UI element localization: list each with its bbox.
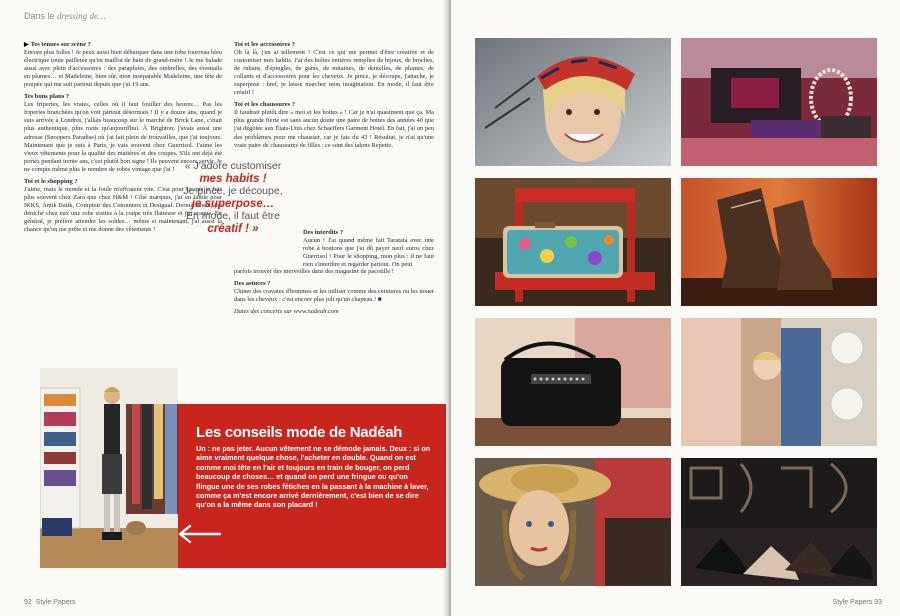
right-page (451, 0, 900, 616)
folio-left: 92 Style Papers (24, 599, 76, 606)
dressing-room-photo (40, 368, 178, 568)
article-column-4: parfois trouver des merveilles dans des magasins de pacotille ! Des astuces ? Chiner des cravates d'hommes et les utiliser comme des ceintures ou les nouer dans les cheveux : c'est encore plus joli qu'un chapeau ! ■ Dates des concerts sur www.nadeah.com (234, 268, 434, 316)
bag-photo (475, 318, 671, 446)
running-head: Dans le dressing de… (24, 11, 106, 21)
article-column-3 (303, 226, 434, 273)
tips-box-title: Les conseils mode de Nadéah (196, 424, 403, 441)
answer-stage: ▶ Tes tenues sur scène ? Encore plus folles ! Je peux aussi bien débarquer dans une robe fourreau bleu électrique toute pailletée qu'en maillot de bain de grand-mère ! Je me balade aussi avec plein d'accessoires : des parapluies, des ombrelles, des éventails en plumes… et Madeleine, bien sûr, mon inséparable Madeleine, une tête de poupée qui me suit partout depuis que j'ai 19 ans. (24, 41, 222, 89)
portrait-photo (475, 38, 671, 166)
jewelry-photo (681, 38, 877, 166)
mannequin-photo (475, 458, 671, 586)
article-column-2 (234, 38, 434, 154)
dressing-room-illustration (40, 368, 178, 568)
folio-right: Style Papers 93 (832, 599, 882, 606)
tips-box-text: Un : ne pas jeter. Aucun vêtement ne se démode jamais. Deux : si on aime vraiment quelque chose, l'acheter en double. Quand on est comme moi tête en l'air et toujours en train de bouger, on perd beaucoup de choses… et quand on perd une fringue ou qu'on flingue une de ses robes fétiches en la passant à la machine à laver, comme ça m'est encore arrivé dernièrement, c'est bien de se dire qu'on a la même dans son placard ! (196, 444, 431, 510)
bullet-triangle-icon: ▶ (24, 42, 29, 48)
answer-bons-plans: Tes bons plans ? Les friperies, les vraies, celles où il faut fouiller des heures… Pas les friperies branchées qu'on voit partout désormais ! Il y a douze ans, quand je suis arrivée à Londres, j'allais beaucoup sur le marché de Brick Lane, c'était plus authentique, plus roots qu'aujourd'hui. À Brighton, j'avais aussi une adresse (Snoopers Paradise) où j'ai fait plein de trouvailles, que j'ai toujours. Maintenant que je suis à Paris, je vais souvent chez Guerrisol. J'aime les vieux vêtements pour la qualité des matières et des coupes. S'ils ont déjà été portés pendant trente ans, c'est plutôt bon signe ! Ils peuvent encore servir. Je ne compte même plus le nombre de robes vintage que j'ai ! (24, 93, 222, 173)
boots-photo (681, 178, 877, 306)
vintage-case-photo (475, 178, 671, 306)
concert-dates: Dates des concerts sur www.nadeah.com (234, 308, 339, 316)
answer-accessoires: Toi et les accessoires ? Oh là là, j'en ai tellement ! C'est ce qui me permet d'être créative et de customiser mes habits. J'ai des boîtes entières remplies de bijoux, de broches, de rubans, d'épingles, de gants, de mitaines, de dentelles, de plumes, de collants et d'accessoires pour les cheveux. Je pince, je découpe, j'attache, je superpose : bref, je laisse marcher mon imagination. En mode, il faut être créatif ! (234, 41, 434, 97)
left-page (0, 0, 449, 616)
answer-interdits: Des interdits ? Aucun ! J'ai quand même fait Taratata avec une robe à boutons que j'ai dû payer neuf euros chez Guerrisol ! Pour le shopping, mon plus : il ne faut rien s'interdire et regarder partout. On peut (303, 229, 434, 269)
clothes-rack-photo (681, 318, 877, 446)
arrow-left-icon (174, 522, 224, 546)
answer-astuces: Des astuces ? Chiner des cravates d'hommes et les utiliser comme des ceintures ou les nouer dans les cheveux : c'est encore plus joli qu'un chapeau ! ■ (234, 280, 434, 304)
answer-shopping: Toi et le shopping ? J'aime, mais le monde et la foule m'effraient vite. C'est pour ça que je fuis plus souvent chez Zara que chez H&M ! Côté marques, j'ai un faible pour IKKS, Antik Batik, Comptoir des Cotonniers et Desigual. Dernièrement, j'ai déniché chez eux une robe sixties à la coupe très flatteuse et j'ai craqué. En général, je préfère attendre les soldes… même si maintenant, j'ai aussi la chance qu'on me prête et me donne des vêtements ! (24, 177, 222, 234)
pull-quote: « J'adore customiser mes habits ! Je pince, je découpe, je superpose… En mode, il faut être créatif ! » (183, 160, 283, 235)
shoes-photo (681, 458, 877, 586)
answer-chaussures: Toi et les chaussures ? Il faudrait plutôt dire « moi et les bottes » ! Car je n'ai quasiment que ça. Ma plus grande fierté est sans aucun doute une paire de bottes des années 40 que j'ai dégotée aux États-Unis chez Schaeffers Garment Hotel. En fait, j'ai un peu des problèmes pour me chausser, car je fais du 43 ! Résultat, je n'ai qu'une vraie paire de chaussures de filles : ce sont des talons Repetto. (234, 101, 434, 149)
